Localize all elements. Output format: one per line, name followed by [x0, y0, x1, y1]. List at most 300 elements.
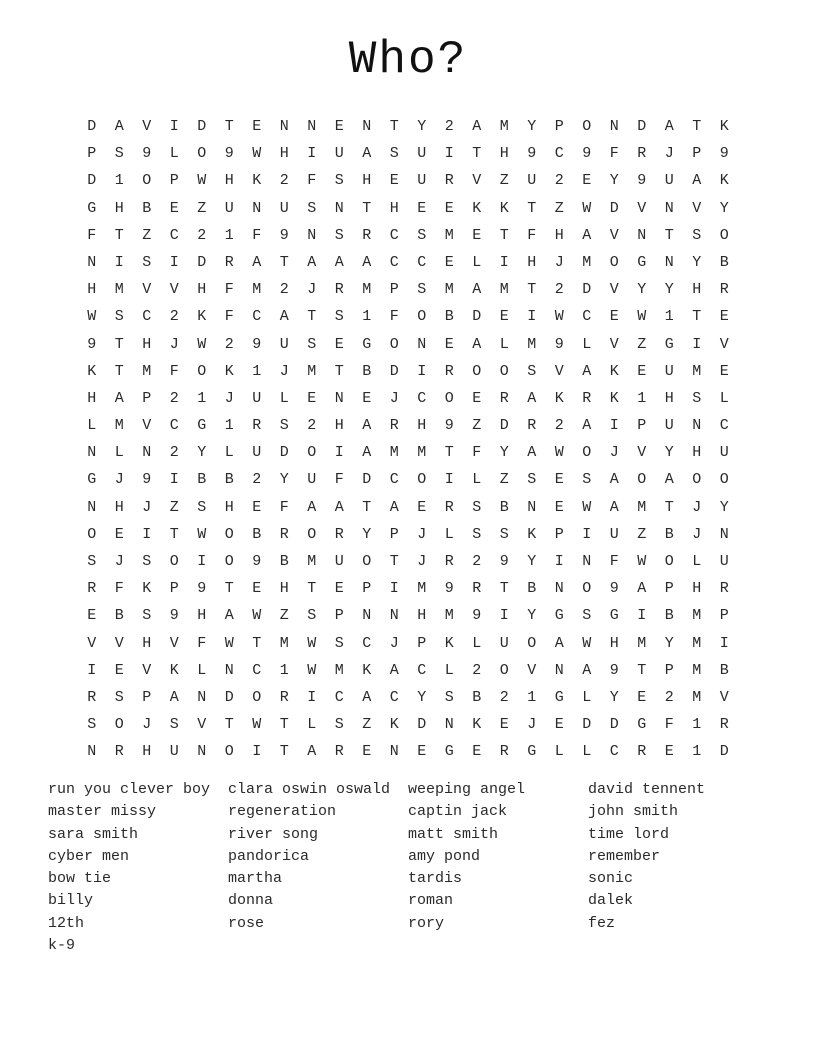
grid-cell: T [224, 118, 234, 135]
grid-cell: S [307, 607, 317, 625]
grid-cell: V [719, 688, 729, 706]
grid-cell: V [637, 199, 647, 217]
grid-cell: N [307, 118, 317, 135]
grid-cell: H [224, 172, 234, 190]
grid-row [78, 494, 738, 521]
grid-cell: W [582, 199, 592, 217]
grid-cell: K [389, 716, 399, 734]
grid-cell: O [582, 580, 592, 598]
grid-cell: E [472, 226, 482, 244]
grid-cell: T [279, 253, 289, 271]
word-list-column [48, 779, 228, 957]
grid-row [78, 385, 738, 412]
grid-cell: D [197, 118, 207, 135]
grid-cell: F [169, 362, 179, 380]
grid-cell: B [444, 308, 454, 326]
grid-cell: Y [417, 118, 427, 135]
grid-cell: A [554, 634, 564, 652]
grid-cell: E [609, 308, 619, 326]
grid-cell: M [417, 580, 427, 598]
grid-cell: 9 [582, 145, 592, 163]
grid-cell: A [637, 580, 647, 598]
grid-cell: I [169, 471, 179, 489]
grid-cell: S [114, 145, 124, 163]
grid-cell: R [582, 389, 592, 407]
grid-cell: V [169, 634, 179, 652]
grid-row [78, 521, 738, 548]
grid-cell: F [609, 145, 619, 163]
grid-cell: R [444, 362, 454, 380]
grid-cell: S [389, 145, 399, 163]
grid-cell: E [334, 118, 344, 135]
grid-cell: G [87, 471, 97, 489]
grid-cell: U [252, 389, 262, 407]
grid-cell: T [692, 308, 702, 326]
grid-cell: C [169, 417, 179, 435]
grid-cell: T [362, 498, 372, 516]
grid-cell: N [224, 661, 234, 679]
grid-cell: M [692, 607, 702, 625]
grid-cell: 9 [637, 172, 647, 190]
grid-cell: F [252, 226, 262, 244]
grid-cell: D [389, 362, 399, 380]
grid-cell: H [279, 145, 289, 163]
grid-cell: A [582, 661, 592, 679]
grid-cell: E [114, 661, 124, 679]
grid-cell: V [114, 634, 124, 652]
word-list-item: billy [48, 892, 94, 910]
grid-cell: U [499, 634, 509, 652]
grid-cell: O [719, 226, 729, 244]
grid-cell: P [417, 634, 427, 652]
word-list-item: sara smith [48, 825, 139, 843]
grid-cell: M [307, 362, 317, 380]
grid-cell: L [554, 743, 564, 761]
grid-cell: F [224, 308, 234, 326]
grid-cell: T [444, 444, 454, 462]
grid-cell: N [444, 716, 454, 734]
grid-cell: U [417, 145, 427, 163]
grid-cell: 2 [554, 417, 564, 435]
grid-cell: O [389, 335, 399, 353]
grid-cell: M [637, 498, 647, 516]
grid-cell: I [142, 525, 152, 543]
grid-cell: C [582, 308, 592, 326]
grid-cell: Y [609, 688, 619, 706]
grid-cell: M [444, 226, 454, 244]
grid-cell: J [169, 335, 179, 353]
grid-cell: L [499, 335, 509, 353]
grid-cell: S [334, 172, 344, 190]
grid-cell: A [362, 253, 372, 271]
grid-cell: I [582, 525, 592, 543]
grid-row [78, 276, 738, 303]
grid-cell: 2 [554, 281, 564, 299]
grid-cell: D [224, 688, 234, 706]
grid-cell: A [472, 335, 482, 353]
grid-cell: P [692, 145, 702, 163]
grid-cell: S [142, 607, 152, 625]
grid-cell: I [444, 145, 454, 163]
grid-cell: J [417, 525, 427, 543]
grid-cell: Y [417, 688, 427, 706]
grid-cell: S [417, 226, 427, 244]
grid-cell: S [307, 199, 317, 217]
grid-cell: N [527, 498, 537, 516]
grid-cell: R [279, 525, 289, 543]
grid-cell: N [554, 580, 564, 598]
grid-cell: N [719, 525, 729, 543]
grid-cell: 9 [87, 335, 97, 353]
grid-cell: P [389, 281, 399, 299]
grid-cell: G [637, 716, 647, 734]
grid-row [78, 412, 738, 439]
grid-cell: J [142, 498, 152, 516]
grid-cell: M [582, 253, 592, 271]
word-list-item: roman [408, 892, 454, 910]
grid-cell: R [719, 281, 729, 299]
grid-cell: F [279, 498, 289, 516]
grid-cell: U [279, 199, 289, 217]
grid-cell: 1 [224, 226, 234, 244]
grid-cell: J [279, 362, 289, 380]
grid-cell: 1 [637, 389, 647, 407]
grid-cell: K [719, 172, 729, 190]
grid-cell: Y [279, 471, 289, 489]
grid-cell: R [389, 417, 399, 435]
grid-cell: C [389, 688, 399, 706]
grid-cell: S [334, 308, 344, 326]
grid-cell: M [499, 118, 509, 135]
grid-cell: O [609, 253, 619, 271]
grid-cell: B [664, 525, 674, 543]
grid-cell: T [664, 498, 674, 516]
grid-cell: K [224, 362, 234, 380]
grid-cell: A [307, 498, 317, 516]
grid-cell: I [169, 253, 179, 271]
grid-cell: J [692, 498, 702, 516]
grid-cell: U [169, 743, 179, 761]
grid-cell: Z [472, 417, 482, 435]
grid-cell: H [499, 145, 509, 163]
word-list-item: dalek [588, 892, 634, 910]
grid-cell: I [307, 145, 317, 163]
grid-cell: J [307, 281, 317, 299]
grid-cell: R [444, 498, 454, 516]
grid-cell: G [664, 335, 674, 353]
grid-cell: M [444, 607, 454, 625]
grid-cell: D [582, 281, 592, 299]
grid-cell: I [252, 743, 262, 761]
grid-cell: T [279, 743, 289, 761]
grid-cell: E [417, 743, 427, 761]
grid-cell: D [87, 118, 97, 135]
grid-cell: B [719, 253, 729, 271]
grid-cell: B [499, 498, 509, 516]
grid-cell: T [499, 226, 509, 244]
grid-cell: N [389, 743, 399, 761]
grid-cell: J [527, 716, 537, 734]
grid-cell: A [252, 253, 262, 271]
grid-cell: R [499, 389, 509, 407]
grid-cell: L [444, 525, 454, 543]
grid-cell: G [444, 743, 454, 761]
grid-cell: O [417, 308, 427, 326]
grid-cell: I [692, 335, 702, 353]
grid-cell: N [389, 607, 399, 625]
word-list-item: tardis [408, 870, 463, 888]
grid-cell: D [719, 743, 729, 761]
grid-cell: U [279, 335, 289, 353]
grid-cell: V [609, 335, 619, 353]
grid-cell: P [719, 607, 729, 625]
grid-cell: H [692, 580, 702, 598]
grid-cell: M [389, 444, 399, 462]
grid-cell: Y [527, 607, 537, 625]
grid-cell: L [692, 553, 702, 570]
grid-cell: E [169, 199, 179, 217]
grid-cell: Y [197, 444, 207, 462]
grid-cell: C [362, 634, 372, 652]
grid-cell: U [719, 444, 729, 462]
grid-cell: F [114, 580, 124, 598]
grid-cell: T [114, 226, 124, 244]
grid-cell: I [169, 118, 179, 135]
grid-cell: S [472, 498, 482, 516]
grid-cell: 1 [692, 716, 702, 734]
grid-cell: 9 [224, 145, 234, 163]
grid-cell: A [389, 498, 399, 516]
grid-cell: V [142, 281, 152, 299]
grid-cell: 2 [499, 688, 509, 706]
grid-cell: M [114, 281, 124, 299]
grid-cell: L [582, 335, 592, 353]
grid-row [78, 711, 738, 738]
grid-cell: D [499, 417, 509, 435]
grid-cell: B [527, 580, 537, 598]
grid-row [78, 738, 738, 765]
grid-cell: V [719, 335, 729, 353]
grid-cell: O [499, 362, 509, 380]
grid-cell: H [142, 335, 152, 353]
grid-cell: V [142, 417, 152, 435]
grid-cell: N [252, 199, 262, 217]
grid-cell: R [719, 716, 729, 734]
grid-cell: D [472, 308, 482, 326]
grid-row [78, 439, 738, 466]
grid-cell: C [169, 226, 179, 244]
grid-cell: D [609, 199, 619, 217]
word-list-item: david tennent [588, 781, 706, 798]
grid-cell: A [664, 118, 674, 135]
grid-cell: Y [664, 444, 674, 462]
grid-cell: O [444, 389, 454, 407]
grid-cell: M [637, 634, 647, 652]
grid-cell: H [279, 580, 289, 598]
grid-cell: E [444, 253, 454, 271]
grid-cell: 2 [279, 172, 289, 190]
grid-cell: S [334, 634, 344, 652]
grid-cell: R [334, 281, 344, 299]
grid-cell: O [224, 525, 234, 543]
grid-cell: R [527, 417, 537, 435]
grid-row [78, 684, 738, 711]
grid-cell: E [472, 389, 482, 407]
grid-cell: O [499, 661, 509, 679]
grid-cell: P [334, 607, 344, 625]
grid-cell: I [307, 688, 317, 706]
grid-cell: 9 [444, 417, 454, 435]
grid-cell: T [169, 525, 179, 543]
word-grid [78, 113, 738, 766]
grid-row [78, 222, 738, 249]
grid-cell: S [334, 716, 344, 734]
grid-cell: D [362, 471, 372, 489]
grid-cell: I [389, 580, 399, 598]
grid-cell: E [334, 335, 344, 353]
grid-cell: W [197, 335, 207, 353]
grid-cell: N [362, 118, 372, 135]
grid-cell: 9 [554, 335, 564, 353]
grid-cell: W [307, 661, 317, 679]
word-list-item: john smith [588, 803, 679, 821]
grid-cell: H [197, 607, 207, 625]
grid-cell: M [692, 362, 702, 380]
grid-cell: M [417, 444, 427, 462]
grid-cell: Z [499, 172, 509, 190]
grid-cell: A [527, 444, 537, 462]
grid-cell: P [664, 580, 674, 598]
grid-cell: O [224, 553, 234, 570]
grid-cell: 9 [609, 580, 619, 598]
grid-cell: G [609, 607, 619, 625]
grid-cell: F [664, 716, 674, 734]
grid-cell: B [142, 199, 152, 217]
grid-cell: O [114, 716, 124, 734]
grid-cell: V [692, 199, 702, 217]
grid-cell: O [87, 525, 97, 543]
page-title: Who? [348, 34, 468, 86]
grid-cell: T [389, 553, 399, 570]
grid-cell: F [609, 553, 619, 570]
grid-cell: T [362, 199, 372, 217]
grid-cell: D [637, 118, 647, 135]
grid-cell: J [114, 553, 124, 570]
grid-cell: Y [719, 498, 729, 516]
grid-cell: L [114, 444, 124, 462]
grid-cell: A [362, 417, 372, 435]
grid-cell: A [279, 308, 289, 326]
word-list-item: 12th [48, 914, 85, 932]
grid-cell: T [664, 226, 674, 244]
grid-cell: 2 [472, 661, 482, 679]
grid-cell: H [609, 634, 619, 652]
grid-cell: N [664, 199, 674, 217]
grid-cell: K [472, 716, 482, 734]
grid-cell: P [362, 580, 372, 598]
grid-cell: 9 [142, 471, 152, 489]
grid-cell: N [334, 199, 344, 217]
grid-cell: L [582, 743, 592, 761]
grid-cell: Y [664, 634, 674, 652]
word-list-item: river song [228, 825, 319, 843]
grid-cell: U [664, 417, 674, 435]
grid-cell: O [664, 553, 674, 570]
grid-cell: I [637, 607, 647, 625]
grid-cell: F [472, 444, 482, 462]
grid-cell: R [637, 743, 647, 761]
grid-cell: Y [499, 444, 509, 462]
grid-cell: A [114, 389, 124, 407]
grid-cell: E [362, 743, 372, 761]
word-list-item: k-9 [48, 937, 76, 955]
grid-cell: N [609, 118, 619, 135]
grid-cell: H [114, 498, 124, 516]
grid-cell: 9 [527, 145, 537, 163]
grid-cell: R [472, 580, 482, 598]
grid-cell: V [527, 661, 537, 679]
grid-cell: F [389, 308, 399, 326]
grid-cell: U [307, 471, 317, 489]
grid-cell: N [197, 743, 207, 761]
grid-cell: L [87, 417, 97, 435]
grid-cell: T [307, 580, 317, 598]
grid-cell: U [417, 172, 427, 190]
grid-cell: A [664, 471, 674, 489]
word-list-item: donna [228, 892, 274, 910]
grid-cell: V [472, 172, 482, 190]
grid-cell: F [224, 281, 234, 299]
grid-cell: M [692, 661, 702, 679]
grid-row [78, 466, 738, 493]
grid-cell: P [637, 417, 647, 435]
grid-cell: V [609, 226, 619, 244]
grid-cell: T [334, 362, 344, 380]
grid-cell: E [499, 716, 509, 734]
grid-cell: 1 [252, 362, 262, 380]
grid-cell: Z [279, 607, 289, 625]
grid-cell: P [142, 688, 152, 706]
grid-cell: T [252, 634, 262, 652]
grid-cell: L [279, 389, 289, 407]
grid-cell: V [142, 118, 152, 135]
grid-cell: 2 [279, 281, 289, 299]
grid-cell: W [637, 308, 647, 326]
grid-cell: D [417, 716, 427, 734]
grid-cell: U [252, 444, 262, 462]
grid-cell: I [197, 553, 207, 570]
grid-cell: H [389, 199, 399, 217]
grid-row [78, 140, 738, 167]
grid-cell: U [719, 553, 729, 570]
grid-cell: S [197, 498, 207, 516]
grid-cell: A [114, 118, 124, 135]
grid-cell: E [252, 498, 262, 516]
grid-cell: E [554, 471, 564, 489]
grid-cell: G [554, 688, 564, 706]
grid-cell: S [87, 553, 97, 570]
grid-cell: P [169, 580, 179, 598]
grid-cell: H [197, 281, 207, 299]
grid-cell: T [692, 118, 702, 135]
grid-cell: O [362, 553, 372, 570]
grid-cell: W [554, 444, 564, 462]
grid-cell: S [472, 525, 482, 543]
grid-cell: L [472, 471, 482, 489]
grid-cell: B [224, 471, 234, 489]
grid-cell: T [527, 281, 537, 299]
grid-cell: C [719, 417, 729, 435]
